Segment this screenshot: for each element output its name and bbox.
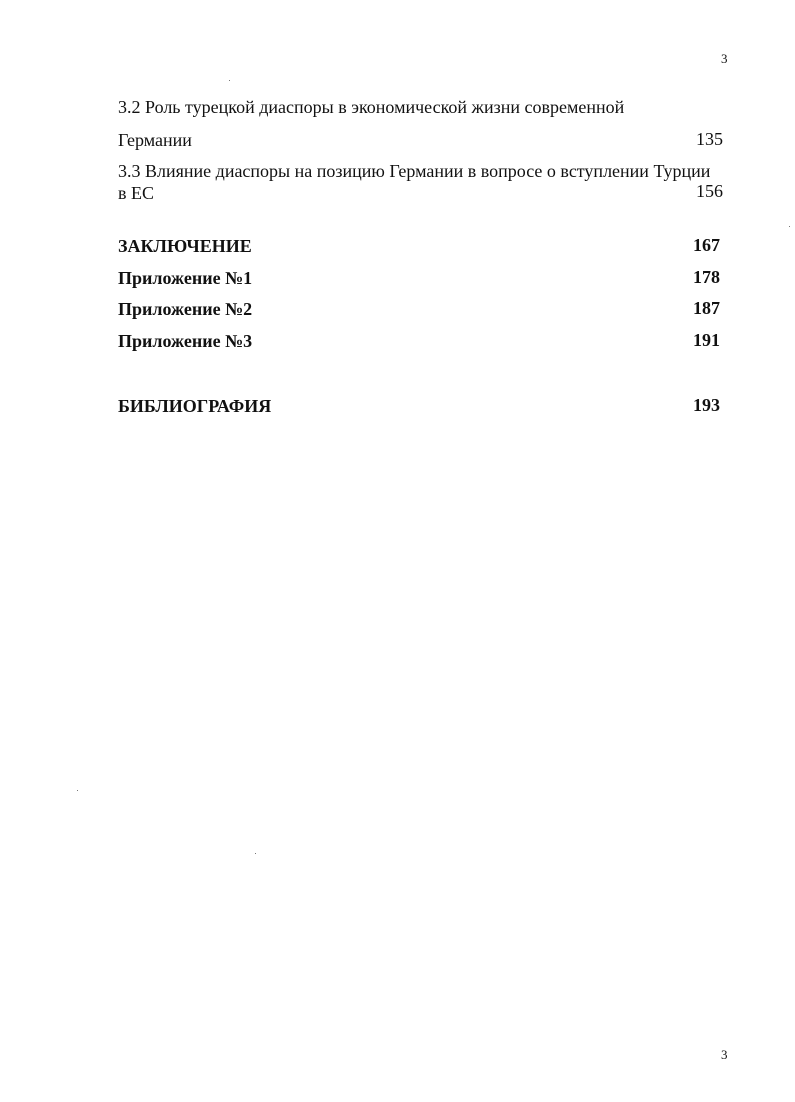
scan-speck — [77, 790, 78, 791]
toc-appendix-2-page: 187 — [693, 298, 720, 318]
toc-entry-3-3-line1: 3.3 Влияние диаспоры на позицию Германии в вопросе о вступлении Турции — [118, 161, 711, 181]
scan-speck — [229, 80, 230, 81]
scan-speck — [255, 853, 256, 854]
page-number-top: 3 — [721, 51, 728, 66]
toc-conclusion-label: ЗАКЛЮЧЕНИЕ — [118, 236, 252, 256]
toc-appendix-3-label: Приложение №3 — [118, 331, 253, 351]
toc-entry-3-3-page: 156 — [696, 181, 723, 201]
toc-bibliography-page: 193 — [693, 395, 720, 415]
toc-entry-3-3-line2: в ЕС — [118, 183, 154, 203]
toc-appendix-3-page: 191 — [693, 330, 720, 350]
toc-entry-3-2-line1: 3.2 Роль турецкой диаспоры в экономической жизни современной — [118, 97, 625, 117]
toc-bibliography-label: БИБЛИОГРАФИЯ — [118, 396, 272, 416]
toc-entry-3-2-page: 135 — [696, 129, 723, 149]
scan-speck — [789, 226, 790, 227]
toc-appendix-1-page: 178 — [693, 267, 720, 287]
toc-conclusion-page: 167 — [693, 235, 720, 255]
page-number-bottom: 3 — [721, 1047, 728, 1062]
toc-entry-3-2-line2: Германии — [118, 130, 192, 150]
toc-appendix-1-label: Приложение №1 — [118, 268, 253, 288]
toc-appendix-2-label: Приложение №2 — [118, 299, 253, 319]
